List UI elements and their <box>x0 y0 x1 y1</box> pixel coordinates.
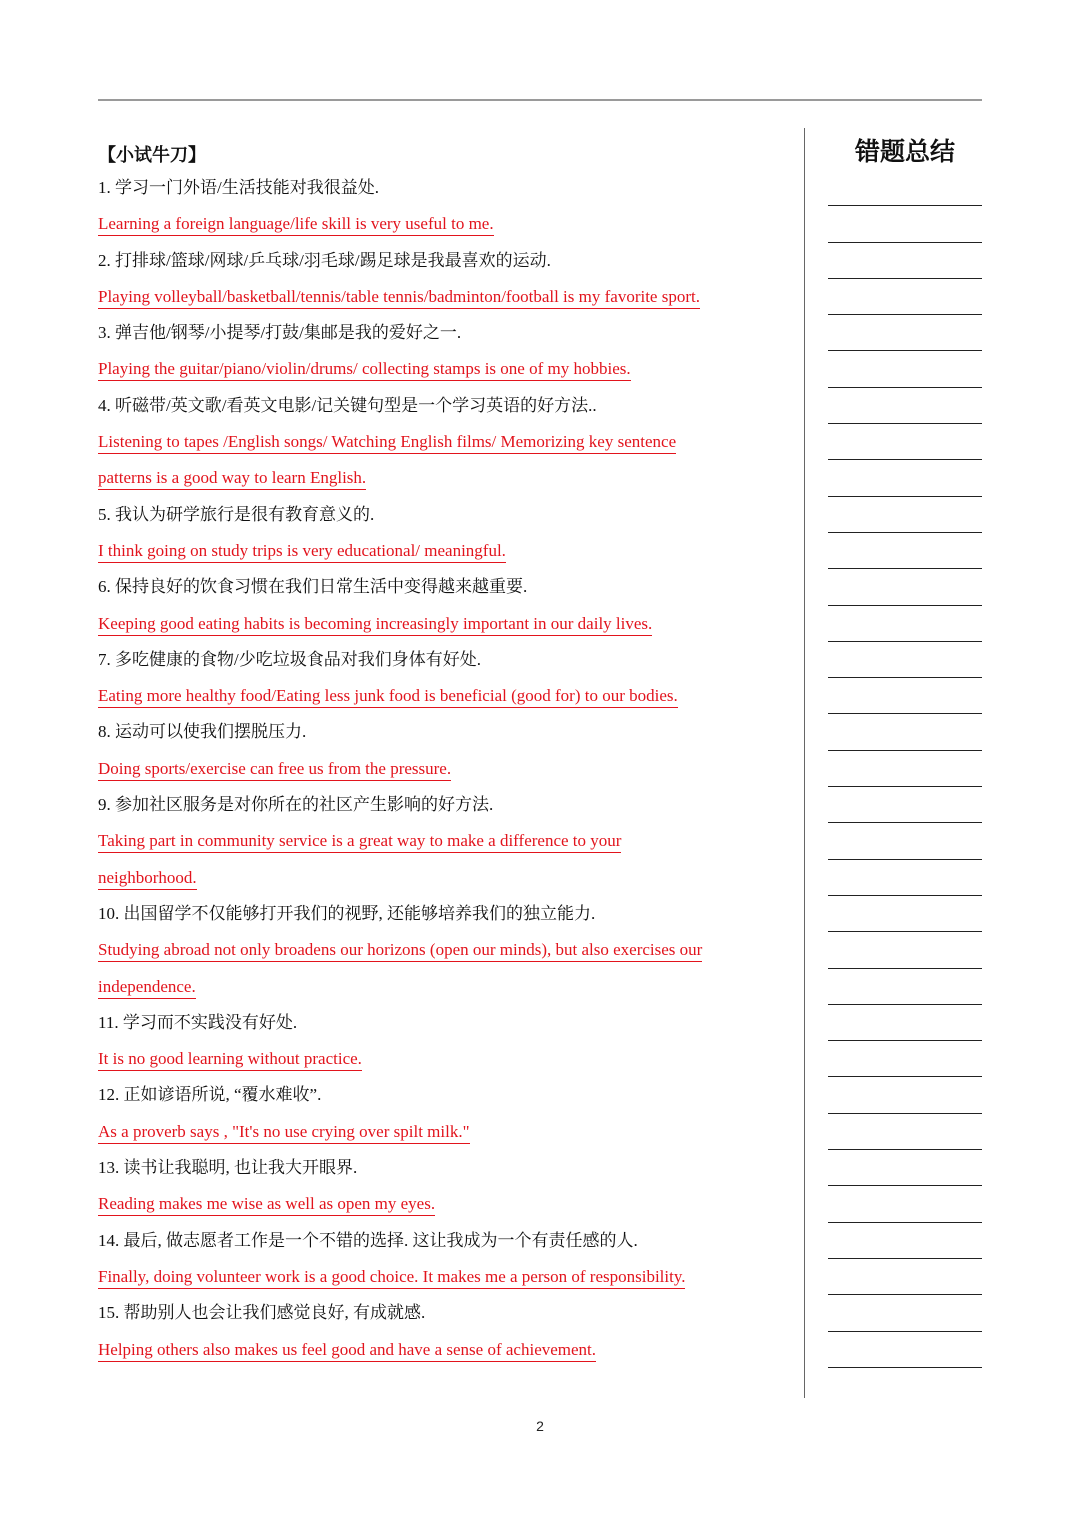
answer-blank-line <box>828 424 982 460</box>
chinese-prompt-text: 4. 听磁带/英文歌/看英文电影/记关键句型是一个学习英语的好方法.. <box>98 395 597 415</box>
answer-blank-line <box>828 569 982 605</box>
english-answer <box>98 1332 798 1368</box>
english-answer <box>98 1186 798 1222</box>
english-answer <box>98 823 798 859</box>
side-title: 错题总结 <box>854 137 955 166</box>
chinese-prompt-text: 5. 我认为研学旅行是很有教育意义的. <box>98 504 375 524</box>
english-answer <box>98 969 798 1005</box>
answer-blank-line <box>828 1186 982 1222</box>
english-answer-text: Reading makes me wise as well as open my eyes. <box>98 1194 435 1216</box>
english-answer <box>98 860 798 896</box>
english-answer <box>98 606 798 642</box>
answer-blank-line <box>828 751 982 787</box>
answer-blank-line <box>828 1259 982 1295</box>
answer-blank-line <box>828 533 982 569</box>
english-answer <box>98 932 798 968</box>
english-answer-text: Taking part in community service is a great way to make a difference to your <box>98 831 621 853</box>
english-answer-text: As a proverb says , "It's no use crying over spilt milk." <box>98 1122 470 1144</box>
english-answer <box>98 460 798 496</box>
chinese-prompt <box>98 569 798 605</box>
chinese-prompt-text: 7. 多吃健康的食物/少吃垃圾食品对我们身体有好处. <box>98 649 481 669</box>
english-answer-text: neighborhood. <box>98 868 197 890</box>
chinese-prompt <box>98 896 798 932</box>
answer-blank-line <box>828 243 982 279</box>
answer-blanks <box>828 170 982 1368</box>
answer-blank-line <box>828 678 982 714</box>
answer-blank-line <box>828 279 982 315</box>
english-answer-text: Doing sports/exercise can free us from the pressure. <box>98 759 451 781</box>
chinese-prompt <box>98 388 798 424</box>
chinese-prompt <box>98 1005 798 1041</box>
chinese-prompt-text: 11. 学习而不实践没有好处. <box>98 1012 298 1032</box>
answer-blank-line <box>828 1005 982 1041</box>
english-answer-text: Keeping good eating habits is becoming increasingly important in our daily lives. <box>98 614 652 636</box>
chinese-prompt <box>98 787 798 823</box>
chinese-prompt-text: 14. 最后, 做志愿者工作是一个不错的选择. 这让我成为一个有责任感的人. <box>98 1230 638 1250</box>
column-divider <box>804 128 805 1398</box>
answer-blank-line <box>828 1150 982 1186</box>
english-answer <box>98 533 798 569</box>
answer-blank-line <box>828 969 982 1005</box>
chinese-prompt <box>98 642 798 678</box>
english-answer-text: Finally, doing volunteer work is a good choice. It makes me a person of responsibility. <box>98 1267 685 1289</box>
answer-blank-line <box>828 823 982 859</box>
chinese-prompt-text: 15. 帮助别人也会让我们感觉良好, 有成就感. <box>98 1303 426 1323</box>
answer-blank-line <box>828 460 982 496</box>
answer-blank-line <box>828 642 982 678</box>
english-answer <box>98 279 798 315</box>
english-answer <box>98 678 798 714</box>
chinese-prompt-text: 6. 保持良好的饮食习惯在我们日常生活中变得越来越重要. <box>98 577 528 597</box>
answer-blank-line <box>828 896 982 932</box>
answer-blank-line <box>828 1223 982 1259</box>
english-answer-text: Listening to tapes /English songs/ Watching English films/ Memorizing key sentence <box>98 432 676 454</box>
answer-blank-line <box>828 351 982 387</box>
chinese-prompt-text: 10. 出国留学不仅能够打开我们的视野, 还能够培养我们的独立能力. <box>98 903 596 923</box>
answer-blank-line <box>828 1295 982 1331</box>
english-answer <box>98 1259 798 1295</box>
english-answer-text: I think going on study trips is very educational/ meaningful. <box>98 541 506 563</box>
chinese-prompt <box>98 714 798 750</box>
english-answer <box>98 351 798 387</box>
english-answer <box>98 206 798 242</box>
answer-blank-line <box>828 1041 982 1077</box>
chinese-prompt-text: 2. 打排球/篮球/网球/乒乓球/羽毛球/踢足球是我最喜欢的运动. <box>98 250 551 270</box>
chinese-prompt-text: 13. 读书让我聪明, 也让我大开眼界. <box>98 1158 358 1178</box>
answer-blank-line <box>828 714 982 750</box>
answer-blank-line <box>828 497 982 533</box>
english-answer-text: Studying abroad not only broadens our horizons (open our minds), but also exercises our <box>98 940 702 962</box>
answer-blank-line <box>828 170 982 206</box>
chinese-prompt-text: 9. 参加社区服务是对你所在的社区产生影响的好方法. <box>98 795 494 815</box>
page-number: 2 <box>536 1418 544 1434</box>
english-answer-text: Playing the guitar/piano/violin/drums/ collecting stamps is one of my hobbies. <box>98 359 631 381</box>
english-answer-text: Playing volleyball/basketball/tennis/table tennis/badminton/football is my favorite sport. <box>98 287 700 309</box>
chinese-prompt <box>98 170 798 206</box>
chinese-prompt-text: 12. 正如谚语所说, “覆水难收”. <box>98 1085 322 1105</box>
chinese-prompt-text: 1. 学习一门外语/生活技能对我很益处. <box>98 178 379 197</box>
english-answer <box>98 751 798 787</box>
english-answer-text: It is no good learning without practice. <box>98 1049 362 1071</box>
chinese-prompt <box>98 243 798 279</box>
english-answer-text: Learning a foreign language/life skill is very useful to me. <box>98 214 494 236</box>
chinese-prompt <box>98 1150 798 1186</box>
chinese-prompt <box>98 497 798 533</box>
chinese-prompt-text: 3. 弹吉他/钢琴/小提琴/打鼓/集邮是我的爱好之一. <box>98 323 462 343</box>
chinese-prompt-text: 8. 运动可以使我们摆脱压力. <box>98 722 307 742</box>
answer-blank-line <box>828 1114 982 1150</box>
english-answer-text: patterns is a good way to learn English. <box>98 468 366 490</box>
answer-blank-line <box>828 932 982 968</box>
english-answer-text: independence. <box>98 977 196 999</box>
chinese-prompt <box>98 1223 798 1259</box>
answer-blank-line <box>828 787 982 823</box>
exercise-list <box>98 170 798 1368</box>
english-answer-text: Helping others also makes us feel good and have a sense of achievement. <box>98 1340 596 1362</box>
chinese-prompt <box>98 1295 798 1331</box>
answer-blank-line <box>828 315 982 351</box>
answer-blank-line <box>828 860 982 896</box>
english-answer <box>98 1041 798 1077</box>
chinese-prompt <box>98 1077 798 1113</box>
answer-blank-line <box>828 606 982 642</box>
section-title: 【小试牛刀】 <box>98 145 206 165</box>
english-answer-text: Eating more healthy food/Eating less junk food is beneficial (good for) to our bodies. <box>98 686 678 708</box>
answer-blank-line <box>828 1332 982 1368</box>
chinese-prompt <box>98 315 798 351</box>
top-rule <box>98 99 982 101</box>
english-answer <box>98 1114 798 1150</box>
answer-blank-line <box>828 388 982 424</box>
answer-blank-line <box>828 1077 982 1113</box>
answer-blank-line <box>828 206 982 242</box>
english-answer <box>98 424 798 460</box>
